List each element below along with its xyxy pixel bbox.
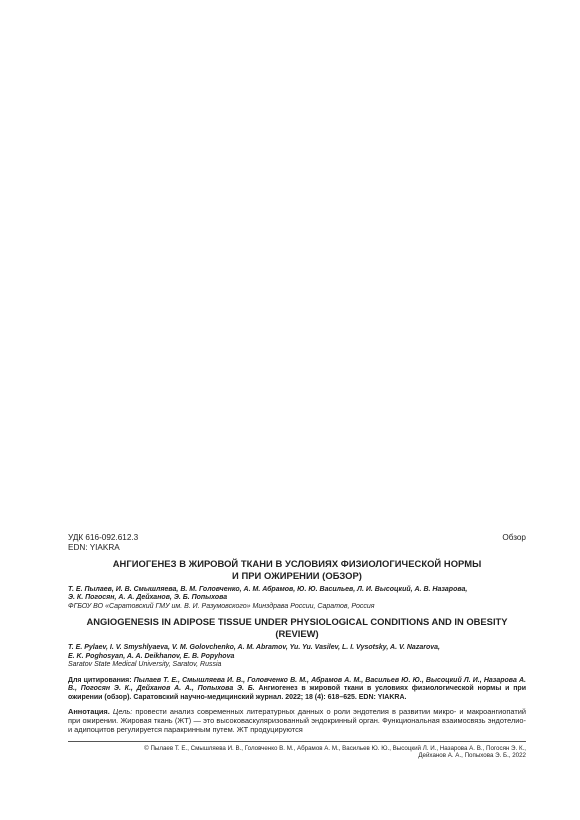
abstract-aim-label: Цель: (112, 707, 136, 717)
title-ru-line-2: И ПРИ ОЖИРЕНИИ (ОБЗОР) (232, 569, 362, 581)
article-header (68, 533, 526, 760)
citation-reference: Ангиогенез в жировой ткани в условиях физиологической нормы и при ожирении (обзор). Саратовский научно-медицинский журнал. 2022; 18 (4): 618–625. EDN: YIAKRA. (68, 685, 526, 701)
title-english (68, 616, 526, 639)
authors-russian (68, 586, 526, 603)
edn-code: EDN: YIAKRA (68, 543, 120, 552)
citation-block (68, 677, 526, 703)
authors-en-line-2: E. K. Poghosyan, A. A. Deikhanov, E. B. Popyhova (68, 652, 235, 660)
udk-code: УДК 616-092.612.3 (68, 533, 139, 542)
title-en-line-1: ANGIOGENESIS IN ADIPOSE TISSUE UNDER PHYSIOLOGICAL CONDITIONS AND IN OBESITY (86, 616, 508, 628)
udk-row (68, 533, 526, 543)
affiliation-english: Saratov State Medical University, Saratov, Russia (68, 661, 222, 669)
title-russian (68, 558, 526, 581)
authors-ru-line-1: Т. Е. Пылаев, И. В. Смышляева, В. М. Головченко, А. М. Абрамов, Ю. Ю. Васильев, Л. И. Высоцкий, А. В. Назарова, (68, 586, 468, 593)
abstract-block (68, 708, 526, 735)
authors-english (68, 644, 526, 661)
citation-authors: Пылаев Т. Е., Смышляева И. В., Головченко В. М., Абрамов А. М., Васильев Ю. Ю., Высоцкий Л. И., Назарова А. В., Погосян Э. К., Дейханов А. А., Попыхова Э. Б. (68, 676, 526, 693)
affiliation-russian: ФГБОУ ВО «Саратовский ГМУ им. В. И. Разумовского» Минздрава России, Саратов, Россия (68, 602, 375, 610)
abstract-lead: Аннотация. (68, 707, 113, 717)
title-ru-line-1: АНГИОГЕНЕЗ В ЖИРОВОЙ ТКАНИ В УСЛОВИЯХ ФИЗИОЛОГИЧЕСКОЙ НОРМЫ (112, 558, 482, 569)
copyright-line-2: Дейханов А. А., Попыхова Э. Б., 2022 (418, 752, 526, 760)
title-en-line-2: (REVIEW) (275, 627, 319, 639)
authors-ru-line-2: Э. К. Погосян, А. А. Дейханов, Э. Б. Попыхова (68, 594, 228, 602)
copyright-notice (68, 745, 526, 760)
authors-en-line-1: T. E. Pylaev, I. V. Smyshlyaeva, V. M. Golovchenko, A. M. Abramov, Yu. Yu. Vasilev, L. I. Vysotsky, A. V. Nazarova, (68, 644, 440, 652)
article-type: Обзор (502, 533, 526, 542)
citation-lead: Для цитирования: (68, 676, 134, 684)
abstract-text: провести анализ современных литературных данных о роли эндотелия в развитии микро- и макроангиопатий при ожирении. Жировая ткань (ЖТ) — это высоковаскуляризованный эндокринный орган. Функциональная взаимосвязь эндотелио- и адипоцитов регулируется паракринным путем. ЖТ продуцируются (68, 707, 526, 735)
footer-divider (68, 741, 526, 742)
copyright-line-1: © Пылаев Т. Е., Смышляева И. В., Головченко В. М., Абрамов А. М., Васильев Ю. Ю., Высоцкий Л. И., Назарова А. В., Погосян Э. К., (144, 745, 526, 753)
